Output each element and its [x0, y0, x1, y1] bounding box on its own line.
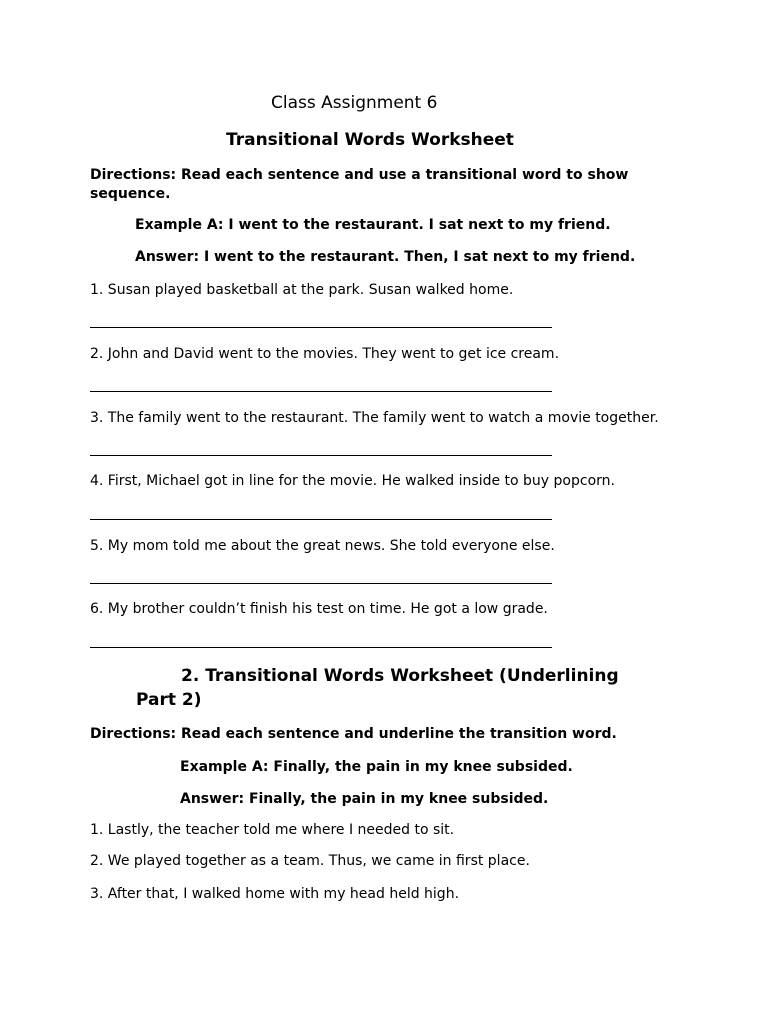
- section1-item-4: 4. First, Michael got in line for the movie. He walked inside to buy popcorn.: [90, 473, 615, 489]
- section2-heading: 2. Transitional Words Worksheet (Underlining Part 2): [136, 666, 619, 710]
- page-title: Class Assignment 6: [271, 93, 438, 113]
- section2-answer: Answer: Finally, the pain in my knee subsided.: [180, 791, 549, 807]
- section1-heading: Transitional Words Worksheet: [226, 130, 514, 150]
- section1-example: Example A: I went to the restaurant. I sat next to my friend.: [135, 217, 611, 233]
- section2-item-3: 3. After that, I walked home with my head held high.: [90, 886, 460, 902]
- section1-item-5: 5. My mom told me about the great news. She told everyone else.: [90, 538, 555, 554]
- section1-answer: Answer: I went to the restaurant. Then, I sat next to my friend.: [135, 249, 636, 265]
- answer-line-6[interactable]: [90, 647, 552, 648]
- answer-line-5[interactable]: [90, 583, 552, 584]
- answer-line-4[interactable]: [90, 519, 552, 520]
- section1-item-6: 6. My brother couldn’t finish his test on time. He got a low grade.: [90, 601, 548, 617]
- section1-item-2: 2. John and David went to the movies. They went to get ice cream.: [90, 346, 560, 362]
- section1-item-3: 3. The family went to the restaurant. The family went to watch a movie together.: [90, 410, 659, 426]
- answer-line-2[interactable]: [90, 391, 552, 392]
- section2-example: Example A: Finally, the pain in my knee subsided.: [180, 759, 573, 775]
- section2-item-1: 1. Lastly, the teacher told me where I needed to sit.: [90, 822, 455, 838]
- section1-item-1: 1. Susan played basketball at the park. Susan walked home.: [90, 282, 514, 298]
- answer-line-3[interactable]: [90, 455, 552, 456]
- section1-directions: Directions: Read each sentence and use a transitional word to show sequence.: [90, 167, 629, 202]
- section2-directions: Directions: Read each sentence and underline the transition word.: [90, 726, 617, 742]
- section2-item-2: 2. We played together as a team. Thus, we came in first place.: [90, 853, 530, 869]
- answer-line-1[interactable]: [90, 327, 552, 328]
